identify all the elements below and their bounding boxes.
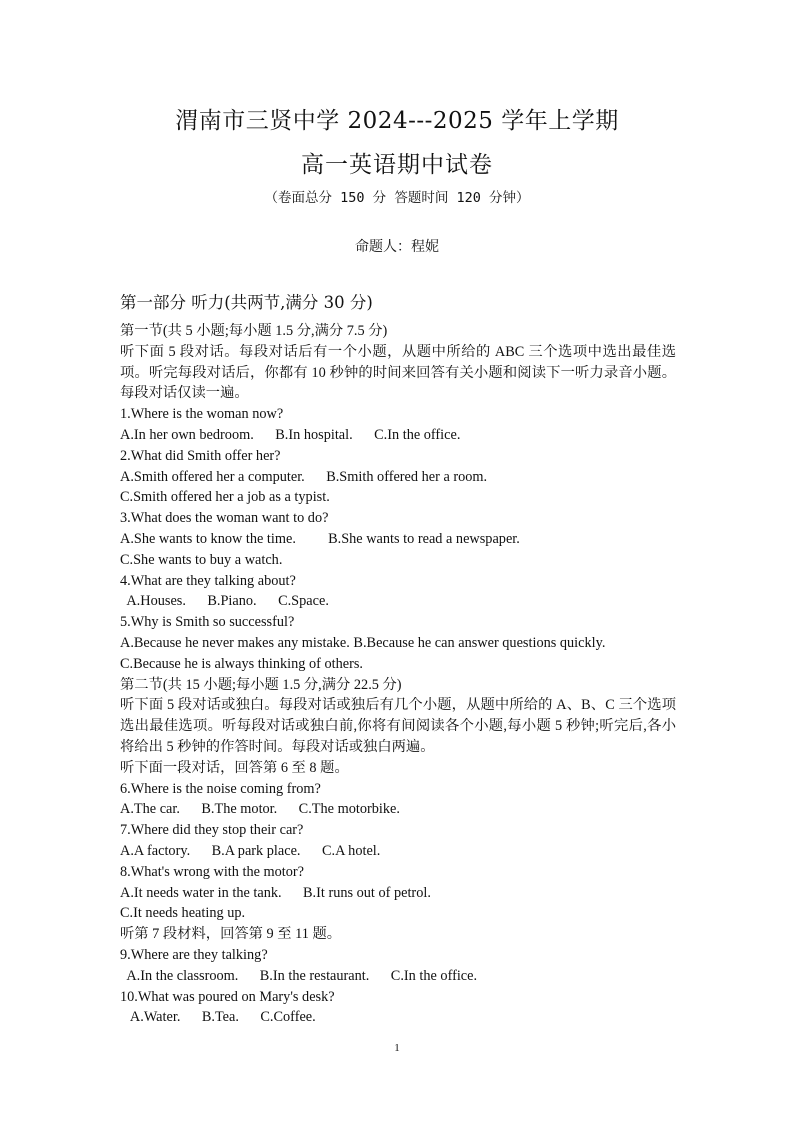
question-8: 8.What's wrong with the motor? (120, 863, 305, 880)
exam-title: 渭南市三贤中学 2024---2025 学年上学期 (175, 108, 619, 134)
question-3-options-ab: A.She wants to know the time. B.She wants to read a newspaper. (120, 530, 520, 547)
question-5-options-ab: A.Because he never makes any mistake. B.Because he can answer questions quickly. (120, 634, 606, 651)
question-8-options-ab: A.It needs water in the tank. B.It runs out of petrol. (120, 884, 431, 901)
exam-subtitle: 高一英语期中试卷 (301, 152, 493, 178)
part1-heading: 第一部分 听力(共两节,满分 30 分) (120, 293, 373, 312)
question-5: 5.Why is Smith so successful? (120, 614, 295, 631)
section2-heading: 第二节(共 15 小题;每小题 1.5 分,满分 22.5 分) (120, 676, 402, 693)
question-10: 10.What was poured on Mary's desk? (120, 988, 335, 1005)
question-4: 4.What are they talking about? (120, 572, 296, 589)
dialogue-intro-9-11: 听第 7 段材料，回答第 9 至 11 题。 (120, 926, 342, 943)
question-6: 6.Where is the noise coming from? (120, 780, 321, 797)
question-2-options-ab: A.Smith offered her a computer. B.Smith offered her a room. (120, 468, 488, 485)
page-number: 1 (394, 1042, 400, 1054)
question-3-option-c: C.She wants to buy a watch. (120, 551, 283, 568)
question-6-options: A.The car. B.The motor. C.The motorbike. (120, 801, 400, 818)
question-10-options: A.Water. B.Tea. C.Coffee. (120, 1009, 316, 1026)
question-1-options: A.In her own bedroom. B.In hospital. C.In the office. (120, 426, 461, 443)
section1-heading: 第一节(共 5 小题;每小题 1.5 分,满分 7.5 分) (120, 323, 388, 339)
question-7: 7.Where did they stop their car? (120, 822, 304, 839)
question-2: 2.What did Smith offer her? (120, 447, 281, 464)
exam-author: 命题人：程妮 (355, 239, 439, 255)
question-3: 3.What does the woman want to do? (120, 510, 329, 527)
section2-instructions: 听下面 5 段对话或独白。每段对话或独后有几个小题，从题中所给的 A、B、C 三个选项选出最佳选项。听每段对话或独白前,你将有间阅读各个小题,每小题 5 秒钟;听完后,各小将给出 5 秒钟的作答时间。每段对话或独白两遍。 (120, 697, 676, 755)
dialogue-intro-6-8: 听下面一段对话，回答第 6 至 8 题。 (120, 759, 349, 776)
question-9-options: A.In the classroom. B.In the restaurant. C.In the office. (120, 967, 478, 984)
question-1: 1.Where is the woman now? (120, 406, 284, 423)
question-2-option-c: C.Smith offered her a job as a typist. (120, 489, 330, 506)
question-8-option-c: C.It needs heating up. (120, 905, 246, 922)
question-7-options: A.A factory. B.A park place. C.A hotel. (120, 842, 381, 859)
exam-body (120, 321, 676, 1028)
question-4-options: A.Houses. B.Piano. C.Space. (120, 593, 329, 610)
question-9: 9.Where are they talking? (120, 946, 268, 963)
question-5-option-c: C.Because he is always thinking of others. (120, 655, 363, 672)
exam-note: （卷面总分 150 分 答题时间 120 分钟） (264, 190, 530, 206)
section1-instructions: 听下面 5 段对话。每段对话后有一个小题，从题中所给的 ABC 三个选项中选出最佳选项。听完每段对话后，你都有 10 秒钟的时间来回答有关小题和阅读下一听力录音小题。每段对话仅读一遍。 (120, 343, 676, 402)
